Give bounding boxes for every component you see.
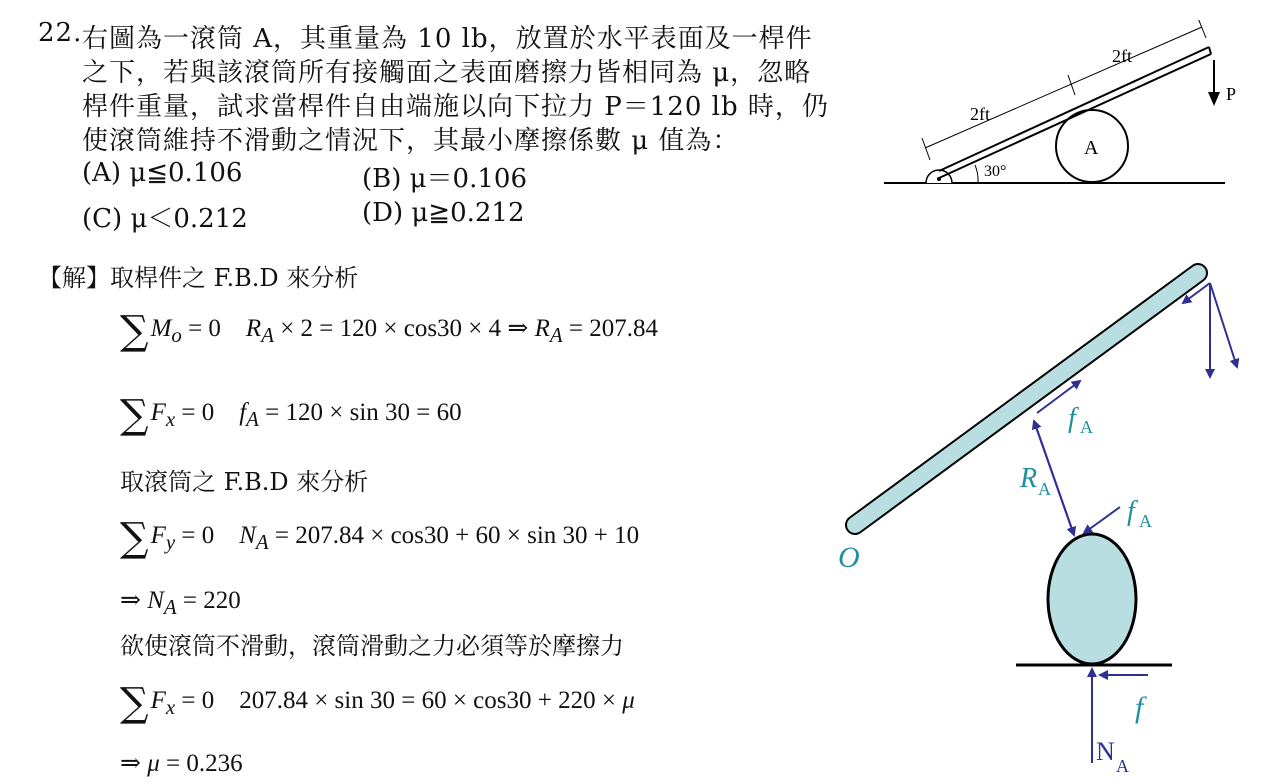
label-ra: R bbox=[1020, 463, 1038, 494]
label-na-sub: A bbox=[1116, 756, 1129, 776]
force-label: P bbox=[1226, 84, 1237, 104]
solution-text-3: 欲使滾筒不滑動，滾筒滑動之力必須等於摩擦力 bbox=[120, 632, 624, 660]
label-na: N bbox=[1096, 737, 1115, 766]
solution-text-2: 取滾筒之 F.B.D 來分析 bbox=[120, 468, 369, 496]
label-fa-roller: f bbox=[1127, 496, 1135, 527]
equation-6: ⇒ μ = 0.236 bbox=[120, 750, 243, 777]
option-a: (A) μ≦0.106 bbox=[82, 158, 243, 188]
pivot-support bbox=[926, 170, 952, 183]
question-line-1: 右圖為一滾筒 A，其重量為 10 lb，放置於水平表面及一桿件 bbox=[82, 24, 813, 54]
dim-label-right: 2ft bbox=[1112, 46, 1132, 66]
fbd-roller bbox=[1048, 534, 1136, 664]
label-fa-bar-sub: A bbox=[1080, 417, 1093, 437]
equation-4: ⇒ $N_A = 220$ bbox=[120, 587, 241, 619]
label-fa-bar: f bbox=[1068, 403, 1076, 434]
option-b: (B) μ＝0.106 bbox=[362, 164, 527, 194]
question-line-4: 使滾筒維持不滑動之情況下，其最小摩擦係數 μ 值為： bbox=[82, 126, 740, 156]
question-number: 22. bbox=[38, 18, 83, 48]
angle-label: 30° bbox=[984, 163, 1007, 180]
roller-label: A bbox=[1084, 137, 1099, 159]
label-o: O bbox=[838, 541, 860, 574]
problem-figure bbox=[880, 20, 1260, 195]
option-d: (D) μ≧0.212 bbox=[362, 198, 525, 228]
label-ra-sub: A bbox=[1038, 479, 1051, 499]
label-fa-roller-sub: A bbox=[1139, 511, 1152, 531]
label-f: f bbox=[1135, 691, 1144, 724]
fbd-figure bbox=[830, 255, 1255, 780]
dim-label-left: 2ft bbox=[970, 104, 990, 124]
option-c: (C) μ＜0.212 bbox=[82, 204, 248, 234]
question-line-3: 桿件重量，試求當桿件自由端施以向下拉力 P＝120 lb 時，仍 bbox=[82, 92, 829, 122]
force-arrow bbox=[1208, 92, 1220, 106]
equation-5: $\sum F_x = 0$ 207.84 × sin 30 = 60 × cos30 + 220 × μ bbox=[120, 680, 635, 726]
equation-1: $\sum M_o = 0$ $R_A \times 2 = 120 \times \cos 30 \times 4$ ⇒ $R_A = 207.84$ bbox=[120, 308, 658, 354]
solution-header: 【解】取桿件之 F.B.D 來分析 bbox=[38, 264, 359, 292]
question-line-2: 之下，若與該滾筒所有接觸面之表面磨擦力皆相同為 μ，忽略 bbox=[82, 58, 812, 88]
equation-2: $\sum F_x = 0$ $f_A = 120 \times \sin 30 = 60$ bbox=[120, 392, 462, 438]
equation-3: $\sum F_y = 0$ $N_A = 207.84 \times \cos 30 + 60 \times \sin 30 + 10$ bbox=[120, 515, 640, 561]
